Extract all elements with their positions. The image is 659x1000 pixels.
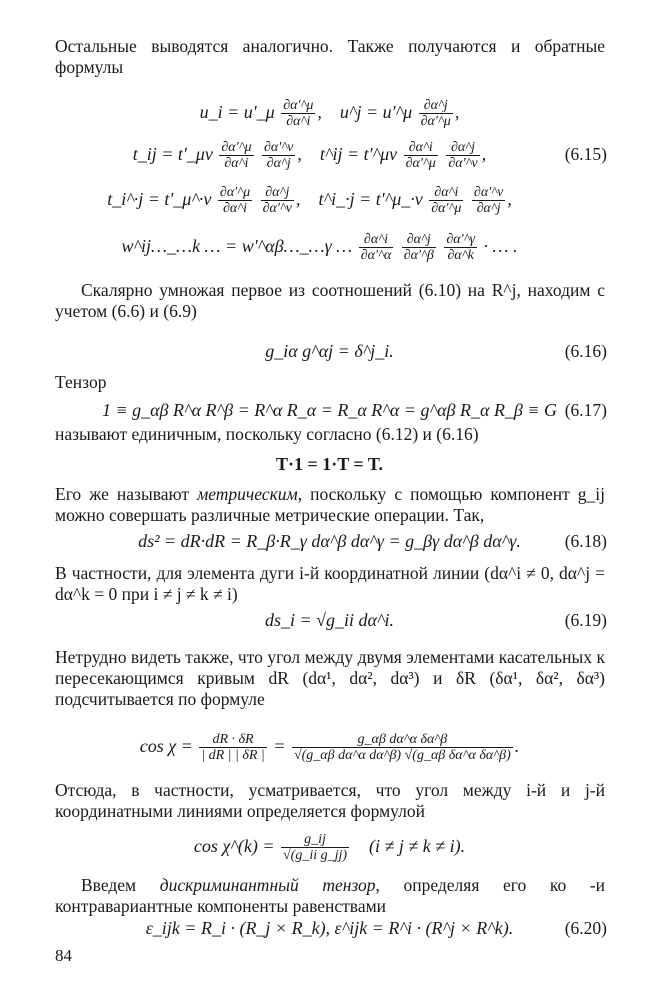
equation-6-15-row-3: t_i^·j = t'_μ^·ν $\frac{\partial\alpha'\^{}\mu}{\partial\alpha\^{}i}$ $\frac{\partial\alpha\^{}j}{\partial\alpha'\^{}\nu}$ , t^i_·j = t'^μ_·ν $\frac{\partial\alpha\^{}i}{\partial\alpha'\^{}\mu}$ $\frac{\partial\alpha'\^{}\nu}{\partial\alpha\^{}j}$ , bbox=[107, 185, 512, 217]
equation-number-6-15: (6.15) bbox=[564, 144, 607, 164]
equation-6-15-row-1: u_i = u'_μ $\frac{\partial\alpha'\^{}\mu}{\partial\alpha\^{}i}$ , u^j = u'^μ $\frac{\partial\alpha\^{}j}{\partial\alpha'\^{}\mu}$ , bbox=[199, 98, 460, 130]
paragraph-tensor: Тензор bbox=[55, 372, 107, 392]
equation-number-6-18: (6.18) bbox=[564, 531, 607, 551]
equation-6-15-row-2: t_ij = t'_μν $\frac{\partial\alpha'\^{}\mu}{\partial\alpha\^{}i}$ $\frac{\partial\alpha'\^{}\nu}{\partial\alpha\^{}j}$ , t^ij = t'^μν $\frac{\partial\alpha\^{}i}{\partial\alpha'\^{}\mu}$ $\frac{\partial\alpha\^{}j}{\partial\alpha'\^{}\nu}$ , (6.15) bbox=[132, 140, 607, 172]
paragraph-coord-lines: Отсюда, в частности, усматривается, что угол между i-й и j-й координатными линиями определяется формулой bbox=[55, 780, 605, 821]
equation-unit-tensor: T·1 = 1·T = T. bbox=[275, 454, 384, 474]
paragraph-intro: Остальные выводятся аналогично. Также получаются и обратные формулы bbox=[55, 36, 605, 77]
equation-number-6-19: (6.19) bbox=[564, 610, 607, 630]
equation-6-18: ds² = dR·dR = R_β·R_γ dα^β dα^γ = g_βγ dα^β dα^γ. (6.18) bbox=[0, 527, 659, 555]
term-metric: метрическим bbox=[197, 484, 298, 504]
equation-6-17: 1 ≡ g_αβ R^α R^β = R^α R_α = R_α R^α = g^αβ R_α R_β ≡ G (6.17) bbox=[0, 396, 659, 424]
paragraph-discriminant: Введем дискриминантный тензор, определяя его ко -и контравариантные компоненты равенствами bbox=[55, 875, 605, 916]
paragraph-angle: Нетрудно видеть также, что угол между двумя элементами касательных к пересекающимся кривым dR (dα¹, dα², dα³) и δR (δα¹, δα², δα³) подсчитывается по формуле bbox=[55, 647, 605, 709]
equation-6-15-row-4: w^ij…_…k … = w'^αβ…_…γ … $\frac{\partial\alpha\^{}i}{\partial\alpha'\^{}\alpha}$ $\frac{\partial\alpha\^{}j}{\partial\alpha'\^{}\beta}$ $\frac{\partial\alpha'\^{}\gamma}{\partial\alpha\^{}k}$ · … . bbox=[121, 232, 518, 264]
paragraph-metric: Его же называют метрическим, поскольку с помощью компонент g_ij можно совершать различные метрические операции. Так, bbox=[55, 484, 605, 525]
paragraph-scalar: Скалярно умножая первое из соотношений (6.10) на R^j, находим с учетом (6.6) и (6.9) bbox=[55, 280, 605, 321]
page-number: 84 bbox=[55, 946, 72, 965]
equation-6-16: g_iα g^αj = δ^j_i. (6.16) bbox=[0, 337, 659, 365]
equation-6-19: ds_i = √g_ii dα^i. (6.19) bbox=[0, 606, 659, 634]
equation-cos-k: cos χ^(k) = $\frac{g\_ij}{\text{√(g\_ii g\_jj)}}$ (i ≠ j ≠ k ≠ i). bbox=[193, 832, 466, 864]
equation-cos-angle: cos χ = $\frac{dR \cdot \delta R}{| dR | | \delta R |}$ = $\frac{\text{g\_αβ dα\textasciicircum{}α δα\textasciicircum{}β}}{\text{√(g\_αβ dα\textasciicircum{}α dα\textasciicircum{}β) √(g\_αβ δα\textasciicircum{}α δα\textasciicircum{}β)}}$ . bbox=[139, 732, 520, 764]
equation-6-20: ε_ijk = R_i · (R_j × R_k), ε^ijk = R^i · (R^j × R^k). (6.20) bbox=[0, 914, 659, 942]
equation-number-6-20: (6.20) bbox=[564, 918, 607, 938]
paragraph-unit: называют единичным, поскольку согласно (6.12) и (6.16) bbox=[55, 424, 479, 444]
equation-number-6-17: (6.17) bbox=[564, 400, 607, 420]
paragraph-arc-element: В частности, для элемента дуги i-й координатной линии (dα^i ≠ 0, dα^j = dα^k = 0 при i ≠ j ≠ k ≠ i) bbox=[55, 563, 605, 604]
term-discriminant-tensor: дискриминантный тензор bbox=[159, 875, 376, 895]
equation-number-6-16: (6.16) bbox=[564, 341, 607, 361]
